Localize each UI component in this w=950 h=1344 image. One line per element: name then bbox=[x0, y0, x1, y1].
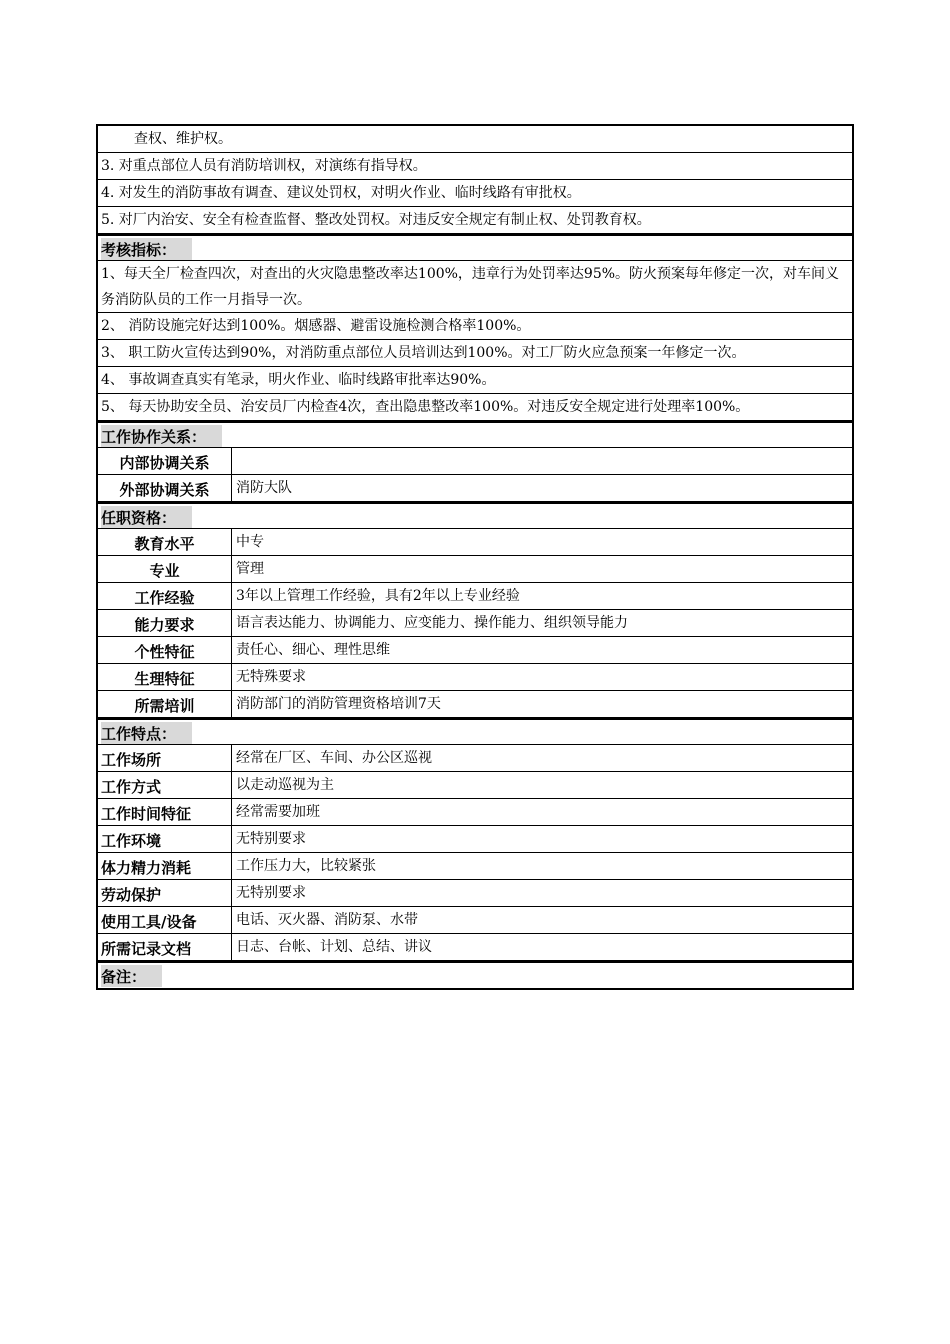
row-value: 中专 bbox=[236, 534, 264, 550]
row-value: 3年以上管理工作经验，具有2年以上专业经验 bbox=[236, 588, 520, 604]
assessment-title: 考核指标： bbox=[101, 238, 192, 260]
rights-item-5: 5. 对厂内治安、安全有检查监督、整改处罚权。对违反安全规定有制止权、处罚教育权。 bbox=[98, 207, 852, 234]
row-key: 专业 bbox=[98, 556, 232, 582]
row-value: 语言表达能力、协调能力、应变能力、操作能力、组织领导能力 bbox=[236, 615, 628, 631]
qualification-row-training bbox=[98, 691, 852, 718]
row-value: 以走动巡视为主 bbox=[236, 777, 334, 793]
row-key: 所需记录文档 bbox=[98, 934, 232, 960]
qualification-row-major bbox=[98, 556, 852, 583]
row-value bbox=[232, 448, 852, 474]
row-value: 经常在厂区、车间、办公区巡视 bbox=[236, 750, 432, 766]
cooperation-row-external bbox=[98, 475, 852, 502]
row-key: 工作时间特征 bbox=[98, 799, 232, 825]
features-row-hours bbox=[98, 799, 852, 826]
row-key: 能力要求 bbox=[98, 610, 232, 636]
row-value: 经常需要加班 bbox=[236, 804, 320, 820]
row-key: 工作环境 bbox=[98, 826, 232, 852]
row-key: 外部协调关系 bbox=[98, 475, 232, 501]
row-key: 使用工具/设备 bbox=[98, 907, 232, 933]
rights-item-3: 3. 对重点部位人员有消防培训权，对演练有指导权。 bbox=[98, 153, 852, 180]
row-key: 工作方式 bbox=[98, 772, 232, 798]
row-value: 无特别要求 bbox=[236, 885, 306, 901]
row-value: 无特殊要求 bbox=[236, 669, 306, 685]
cooperation-section-header bbox=[98, 421, 852, 448]
job-description-table bbox=[96, 124, 854, 990]
features-row-tools bbox=[98, 907, 852, 934]
rights-continuation: 查权、维护权。 bbox=[98, 126, 852, 153]
row-key: 所需培训 bbox=[98, 691, 232, 717]
assessment-item-3: 3、 职工防火宣传达到90%，对消防重点部位人员培训达到100%。对工厂防火应急预案一年修定一次。 bbox=[98, 340, 852, 367]
row-value: 管理 bbox=[236, 561, 264, 577]
row-value: 责任心、细心、理性思维 bbox=[236, 642, 390, 658]
row-key: 工作经验 bbox=[98, 583, 232, 609]
features-row-environment bbox=[98, 826, 852, 853]
row-value: 电话、灭火器、消防泵、水带 bbox=[236, 912, 418, 928]
row-value: 工作压力大，比较紧张 bbox=[236, 858, 376, 874]
qualification-row-personality bbox=[98, 637, 852, 664]
row-value: 日志、台帐、计划、总结、讲议 bbox=[236, 939, 432, 955]
remarks-section-header bbox=[98, 961, 852, 988]
qualification-title: 任职资格： bbox=[101, 506, 192, 528]
features-row-place bbox=[98, 745, 852, 772]
remarks-title: 备注： bbox=[101, 965, 162, 987]
cooperation-row-internal bbox=[98, 448, 852, 475]
cooperation-title: 工作协作关系： bbox=[101, 425, 222, 447]
assessment-item-5: 5、 每天协助安全员、治安员厂内检查4次，查出隐患整改率100%。对违反安全规定进行处理率100%。 bbox=[98, 394, 852, 421]
features-title: 工作特点： bbox=[101, 722, 192, 744]
row-key: 个性特征 bbox=[98, 637, 232, 663]
qualification-row-education bbox=[98, 529, 852, 556]
features-row-protection bbox=[98, 880, 852, 907]
assessment-item-4: 4、 事故调查真实有笔录，明火作业、临时线路审批率达90%。 bbox=[98, 367, 852, 394]
row-value: 无特别要求 bbox=[236, 831, 306, 847]
row-value: 消防大队 bbox=[236, 480, 292, 496]
row-key: 教育水平 bbox=[98, 529, 232, 555]
rights-item-4: 4. 对发生的消防事故有调查、建议处罚权，对明火作业、临时线路有审批权。 bbox=[98, 180, 852, 207]
row-key: 劳动保护 bbox=[98, 880, 232, 906]
features-row-energy bbox=[98, 853, 852, 880]
assessment-item-2: 2、 消防设施完好达到100%。烟感器、避雷设施检测合格率100%。 bbox=[98, 313, 852, 340]
features-row-method bbox=[98, 772, 852, 799]
qualification-row-physical bbox=[98, 664, 852, 691]
row-key: 工作场所 bbox=[98, 745, 232, 771]
assessment-section-header bbox=[98, 234, 852, 261]
assessment-item-1: 1、每天全厂检查四次，对查出的火灾隐患整改率达100%，违章行为处罚率达95%。防火预案每年修定一次，对车间义务消防队员的工作一月指导一次。 bbox=[98, 261, 852, 313]
row-value: 消防部门的消防管理资格培训7天 bbox=[236, 696, 441, 712]
features-row-documents bbox=[98, 934, 852, 961]
row-key: 体力精力消耗 bbox=[98, 853, 232, 879]
qualification-row-ability bbox=[98, 610, 852, 637]
features-section-header bbox=[98, 718, 852, 745]
qualification-row-experience bbox=[98, 583, 852, 610]
row-key: 生理特征 bbox=[98, 664, 232, 690]
row-key: 内部协调关系 bbox=[98, 448, 232, 474]
qualification-section-header bbox=[98, 502, 852, 529]
